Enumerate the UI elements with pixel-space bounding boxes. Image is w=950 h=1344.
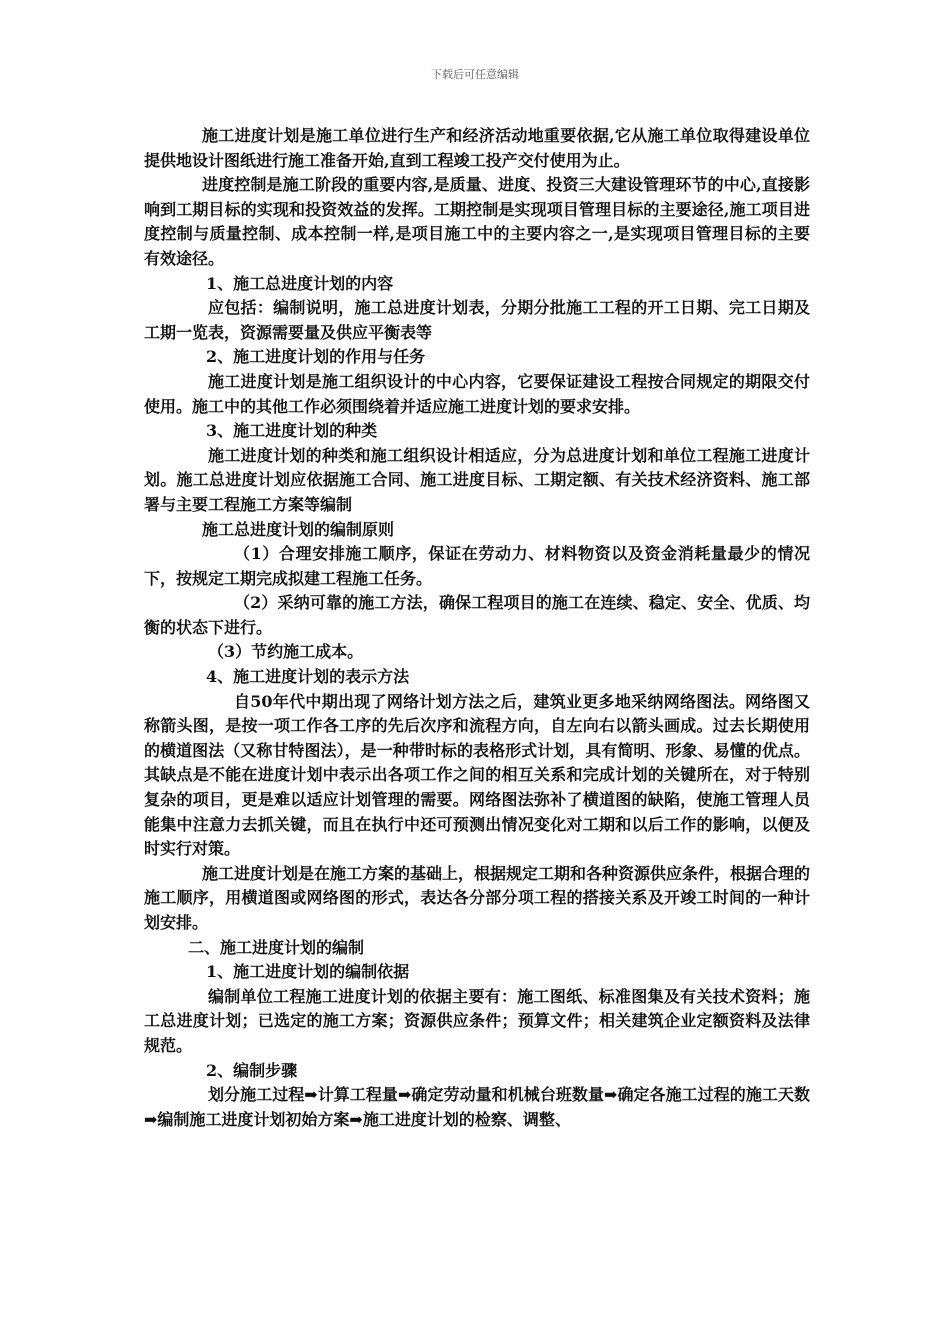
paragraph-compilation-steps: 划分施工过程➡计算工程量➡确定劳动量和机械台班数量➡确定各施工过程的施工天数➡编制施工进度计划初始方案➡施工进度计划的检察、调整、 bbox=[144, 1085, 810, 1129]
heading-compilation-principles: 施工总进度计划的编制原则 bbox=[202, 519, 395, 539]
heading-role-and-task: 2、施工进度计划的作用与任务 bbox=[206, 347, 426, 367]
paragraph-role-and-task: 施工进度计划是施工组织设计的中心内容，它要保证建设工程按合同规定的期限交付使用。施工中的其他工作必须围绕着并适应施工进度计划的要求安排。 bbox=[144, 371, 810, 416]
heading-plan-types: 3、施工进度计划的种类 bbox=[206, 421, 378, 441]
paragraph-plan-types: 施工进度计划的种类和施工组织设计相适应，分为总进度计划和单位工程施工进度计划。施工总进度计划应依据施工合同、施工进度目标、工期定额、有关技术经济资料、施工部署与主要工程施工方案等编制 bbox=[144, 445, 810, 514]
heading-section-two: 二、施工进度计划的编制 bbox=[188, 937, 365, 957]
heading-compilation-steps: 2、编制步骤 bbox=[206, 1060, 298, 1080]
paragraph-representation-methods: 自50年代中期出现了网络计划方法之后，建筑业更多地采纳网络图法。网络图又称箭头图，是按一项工作各工序的先后次序和流程方向，自左向右以箭头画成。过去长期使用的横道图法（又称甘特图法），是一种带时标的表格形式计划，具有简明、形象、易懂的优点。其缺点是不能在进度计划中表示出各项工作之间的相互关系和完成计划的关键所在，对于特别复杂的项目，更是难以适应计划管理的需要。网络图法弥补了横道图的缺陷，使施工管理人员能集中注意力去抓关键，而且在执行中还可预测出情况变化对工期和以后工作的影响，以便及时实行对策。 bbox=[144, 691, 810, 859]
list-item-principle-2: （2）采纳可靠的施工方法，确保工程项目的施工在连续、稳定、安全、优质、均衡的状态下进行。 bbox=[144, 593, 810, 637]
heading-compilation-basis: 1、施工进度计划的编制依据 bbox=[206, 962, 410, 982]
paragraph-general-plan-content: 应包括：编制说明，施工总进度计划表，分期分批施工工程的开工日期、完工日期及工期一览表，资源需要量及供应平衡表等 bbox=[144, 298, 810, 342]
paragraph-intro: 施工进度计划是施工单位进行生产和经济活动地重要依据,它从施工单位取得建设单位提供地设计图纸进行施工准备开始,直到工程竣工投产交付使用为止。 bbox=[144, 126, 810, 170]
document-body bbox=[144, 124, 810, 1132]
heading-representation-methods: 4、施工进度计划的表示方法 bbox=[206, 667, 410, 687]
paragraph-progress-control: 进度控制是施工阶段的重要内容,是质量、进度、投资三大建设管理环节的中心,直接影响到工期目标的实现和投资效益的发挥。工期控制是实现项目管理目标的主要途径,施工项目进度控制与质量控制、成本控制一样,是项目施工中的主要内容之一,是实现项目管理目标的主要有效途径。 bbox=[144, 175, 810, 268]
paragraph-compilation-basis: 编制单位工程施工进度计划的依据主要有：施工图纸、标准图集及有关技术资料；施工总进度计划；已选定的施工方案；资源供应条件；预算文件；相关建筑企业定额资料及法律规范。 bbox=[144, 986, 810, 1055]
list-item-principle-1: （1）合理安排施工顺序，保证在劳动力、材料物资以及资金消耗量最少的情况下，按规定工期完成拟建工程施工任务。 bbox=[144, 544, 810, 588]
list-item-principle-3: （3）节约施工成本。 bbox=[208, 642, 364, 662]
page-header: 下载后可任意编辑 bbox=[431, 68, 519, 81]
paragraph-plan-definition: 施工进度计划是在施工方案的基础上，根据规定工期和各种资源供应条件，根据合理的施工顺序，用横道图或网络图的形式，表达各分部分项工程的搭接关系及开竣工时间的一种计划安排。 bbox=[144, 863, 811, 932]
heading-general-plan-content: 1、施工总进度计划的内容 bbox=[206, 273, 394, 293]
